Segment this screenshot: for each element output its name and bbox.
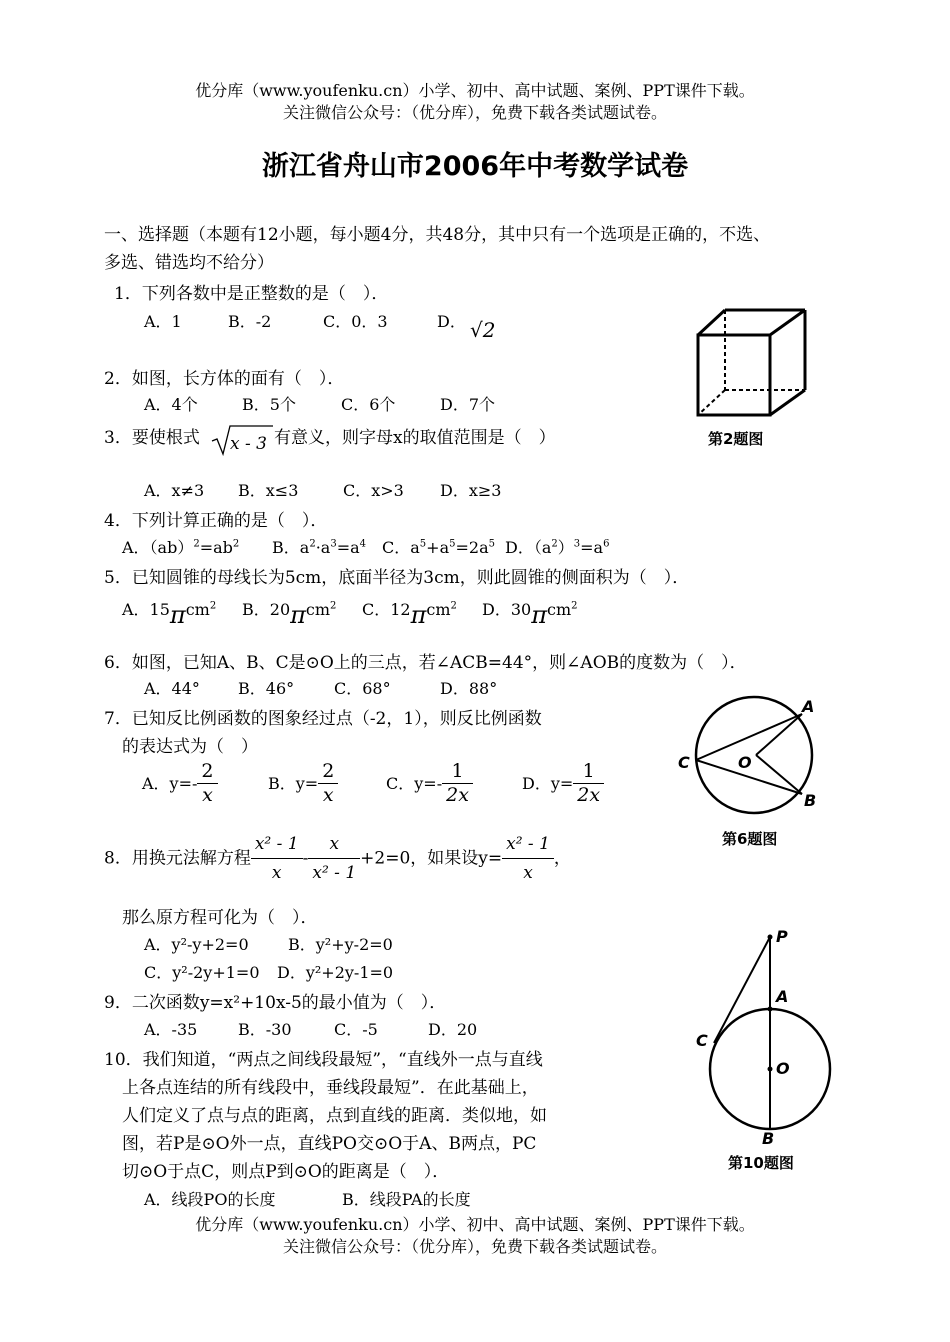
question-2-option-c: C．6个 <box>341 395 396 414</box>
question-3-option-d: D．x≥3 <box>440 481 502 500</box>
question-9-stem: 9．二次函数y=x²+10x-5的最小值为（ ）． <box>104 993 447 1013</box>
question-9-option-c: C．-5 <box>334 1020 378 1039</box>
question-10-line-5: 切⊙O于点C，则点P到⊙O的距离是（ ）． <box>122 1162 450 1182</box>
figure-2-caption: 第2题图 <box>708 430 764 448</box>
question-3-option-c: C．x>3 <box>343 481 404 500</box>
question-9-option-d: D．20 <box>428 1020 478 1039</box>
question-7-stem-line-1: 7．已知反比例函数的图象经过点（-2，1），则反比例函数 <box>104 709 542 729</box>
footer-line-1: 优分库（www.youfenku.cn）小学、初中、高中试题、案例、PPT课件下载。 <box>195 1215 755 1234</box>
tangent-secant-figure <box>690 922 840 1147</box>
figure-10-caption: 第10题图 <box>728 1154 794 1172</box>
question-3-radicand: x - 3 <box>230 434 267 454</box>
figure-10-label-p: P <box>776 927 788 946</box>
question-5-option-b: B．20πcm$^2$ <box>242 600 337 629</box>
question-6-option-a: A．44° <box>144 679 200 698</box>
header-line-1: 优分库（www.youfenku.cn）小学、初中、高中试题、案例、PPT课件下载。 <box>195 81 755 100</box>
question-6-option-c: C．68° <box>334 679 391 698</box>
question-8-option-c: C．y²-2y+1=0 <box>144 963 260 982</box>
question-1-stem: 1．下列各数中是正整数的是（ ）． <box>114 284 389 304</box>
question-10-line-3: 人们定义了点与点的距离，点到直线的距离．类似地，如 <box>122 1106 547 1126</box>
question-7-option-b: B．y= $\frac{2}{x}$ <box>268 760 338 807</box>
question-2-option-d: D．7个 <box>440 395 496 414</box>
question-3-stem-post: 有意义，则字母x的取值范围是（ ） <box>274 428 556 448</box>
question-2-option-a: A．4个 <box>144 395 198 414</box>
figure-6-label-c: C <box>678 753 690 772</box>
question-2-stem: 2．如图，长方体的面有（ ）． <box>104 369 345 389</box>
question-5-option-a: A．15πcm$^2$ <box>122 600 217 629</box>
section-heading-line-2: 多选、错选均不给分） <box>104 253 274 273</box>
figure-6-caption: 第6题图 <box>722 830 778 848</box>
question-3-option-a: A．x≠3 <box>144 481 205 500</box>
question-8-stem-line-2: 那么原方程可化为（ ）． <box>122 908 318 928</box>
question-3-stem-pre: 3．要使根式 <box>104 428 200 448</box>
question-6-option-b: B．46° <box>238 679 295 698</box>
question-10-line-4: 图，若P是⊙O外一点，直线PO交⊙O于A、B两点，PC <box>122 1134 537 1154</box>
question-4-option-d: D．$(a^2)^3=a^6$ <box>505 538 610 557</box>
figure-6-label-a: A <box>802 697 815 716</box>
question-6-stem: 6．如图，已知A、B、C是⊙O上的三点，若∠ACB=44°，则∠AOB的度数为（ ）． <box>104 653 747 673</box>
question-9-option-a: A．-35 <box>144 1020 198 1039</box>
question-7-option-a: A．y=- $\frac{2}{x}$ <box>142 760 218 807</box>
header-line-2: 关注微信公众号：（优分库），免费下载各类试题试卷。 <box>282 103 667 122</box>
section-heading-line-1: 一、选择题（本题有12小题，每小题4分，共48分，其中只有一个选项是正确的，不选、 <box>104 225 771 245</box>
question-8-option-b: B．y²+y-2=0 <box>288 935 393 954</box>
question-10-option-a: A．线段PO的长度 <box>144 1190 276 1209</box>
figure-10-label-a: A <box>776 987 789 1006</box>
footer-line-2: 关注微信公众号：（优分库），免费下载各类试题试卷。 <box>282 1237 667 1256</box>
circle-angle-figure <box>674 692 824 822</box>
question-4-option-a: A．$(ab)^2=ab^2$ <box>122 538 240 557</box>
question-9-option-b: B．-30 <box>238 1020 292 1039</box>
question-8-option-d: D．y²+2y-1=0 <box>277 963 394 982</box>
question-10-line-1: 10．我们知道，“两点之间线段最短”，“直线外一点与直线 <box>104 1050 543 1070</box>
figure-6-label-b: B <box>804 791 817 810</box>
question-10-option-b: B．线段PA的长度 <box>342 1190 471 1209</box>
cuboid-figure <box>690 305 820 420</box>
question-4-stem: 4．下列计算正确的是（ ）． <box>104 511 328 531</box>
question-1-option-c: C．0．3 <box>323 312 388 331</box>
question-8-stem: 8．用换元法解方程 $\frac{\text{x² - 1}}{x}$ - $\frac{x}{\text{x² - 1}}$ +2=0，如果设y= $\frac{\text{x² - 1}}{x}$ ， <box>104 830 571 887</box>
question-10-line-2: 上各点连结的所有线段中，垂线段最短”．在此基础上， <box>122 1078 539 1098</box>
question-5-stem: 5．已知圆锥的母线长为5cm，底面半径为3cm，则此圆锥的侧面积为（ ）． <box>104 568 690 588</box>
question-1-sqrt2: √2 <box>470 318 496 342</box>
page-title: 浙江省舟山市2006年中考数学试卷 <box>261 151 689 182</box>
question-7-stem-line-2: 的表达式为（ ） <box>122 737 258 757</box>
question-3-option-b: B．x≤3 <box>238 481 299 500</box>
question-6-option-d: D．88° <box>440 679 498 698</box>
question-1-option-d: D． <box>437 312 466 331</box>
question-4-option-c: C．$a^5+a^5=2a^5$ <box>382 538 495 557</box>
question-5-option-d: D．30πcm$^2$ <box>482 600 578 629</box>
question-1-option-b: B．-2 <box>228 312 272 331</box>
question-7-option-c: C．y=- $\frac{1}{2x}$ <box>386 760 473 807</box>
question-1-option-a: A．1 <box>144 312 182 331</box>
question-8-option-a: A．y²-y+2=0 <box>144 935 249 954</box>
question-2-option-b: B．5个 <box>242 395 296 414</box>
question-4-option-b: B．$a^2\cdot a^3=a^4$ <box>272 538 367 557</box>
question-5-option-c: C．12πcm$^2$ <box>362 600 457 629</box>
figure-10-label-b: B <box>762 1129 775 1147</box>
figure-6-label-o: O <box>738 753 752 772</box>
question-7-option-d: D．y= $\frac{1}{2x}$ <box>522 760 604 807</box>
figure-10-label-c: C <box>696 1031 708 1050</box>
figure-10-label-o: O <box>776 1059 790 1078</box>
